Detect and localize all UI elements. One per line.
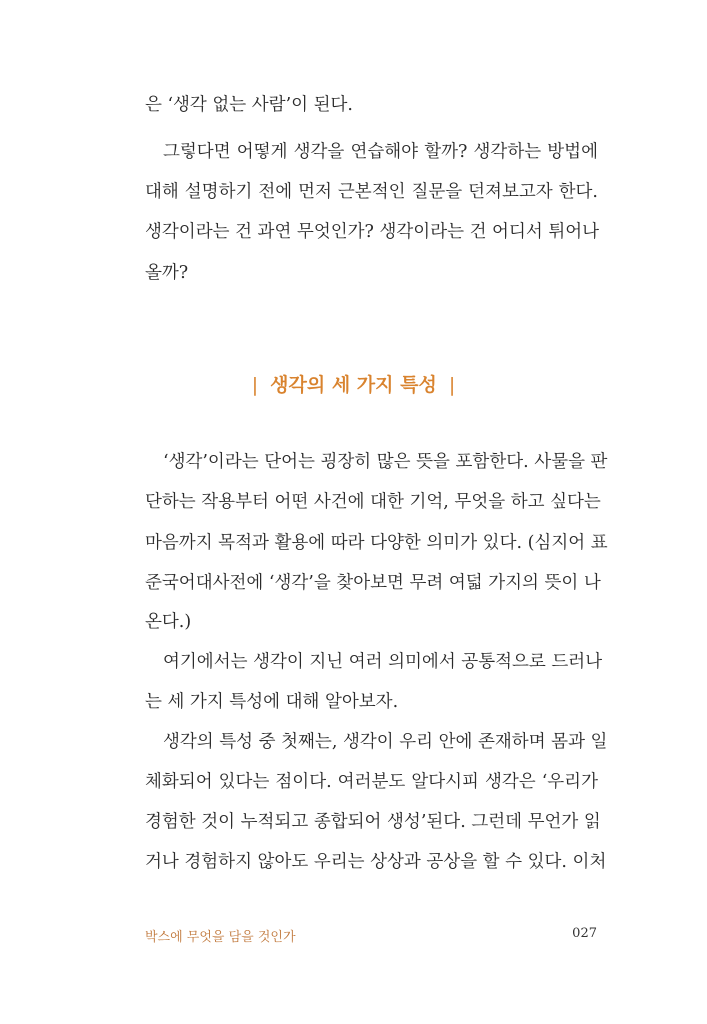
text-line: 은 ‘생각 없는 사람’이 된다.: [145, 95, 353, 115]
text-line: 거나 경험하지 않아도 우리는 상상과 공상을 할 수 있다. 이처: [145, 852, 607, 872]
text-line: 준국어대사전에 ‘생각’을 찾아보면 무려 여덟 가지의 뜻이 나: [145, 573, 601, 593]
text-line: 체화되어 있다는 점이다. 여러분도 알다시피 생각은 ‘우리가: [145, 772, 598, 792]
text-line: 온다.): [145, 612, 192, 632]
text-line: 마음까지 목적과 활용에 따라 다양한 의미가 있다. (심지어 표: [145, 533, 608, 553]
text-line: ‘생각’이라는 단어는 굉장히 많은 뜻을 포함한다. 사물을 판: [163, 452, 608, 472]
text-line: 여기에서는 생각이 지닌 여러 의미에서 공통적으로 드러나: [163, 652, 603, 672]
text-line: 는 세 가지 특성에 대해 알아보자.: [145, 692, 399, 712]
text-line: 올까?: [145, 263, 189, 283]
text-line: 경험한 것이 누적되고 종합되어 생성’된다. 그런데 무언가 읽: [145, 812, 601, 832]
section-heading: [0, 370, 707, 397]
heading-bar-right: |: [448, 374, 456, 396]
text-line: 생각이라는 건 과연 무엇인가? 생각이라는 건 어디서 튀어나: [145, 222, 600, 242]
text-line: 대해 설명하기 전에 먼저 근본적인 질문을 던져보고자 한다.: [145, 182, 598, 202]
heading-bar-left: |: [251, 374, 259, 396]
text-line: 생각의 특성 중 첫째는, 생각이 우리 안에 존재하며 몸과 일: [163, 732, 608, 752]
running-footer-title: 박스에 무엇을 담을 것인가: [145, 930, 296, 945]
text-line: 단하는 작용부터 어떤 사건에 대한 기억, 무엇을 하고 싶다는: [145, 492, 601, 512]
text-line: 그렇다면 어떻게 생각을 연습해야 할까? 생각하는 방법에: [163, 142, 598, 162]
heading-title: 생각의 세 가지 특성: [270, 374, 437, 396]
page-number: 027: [572, 926, 597, 941]
